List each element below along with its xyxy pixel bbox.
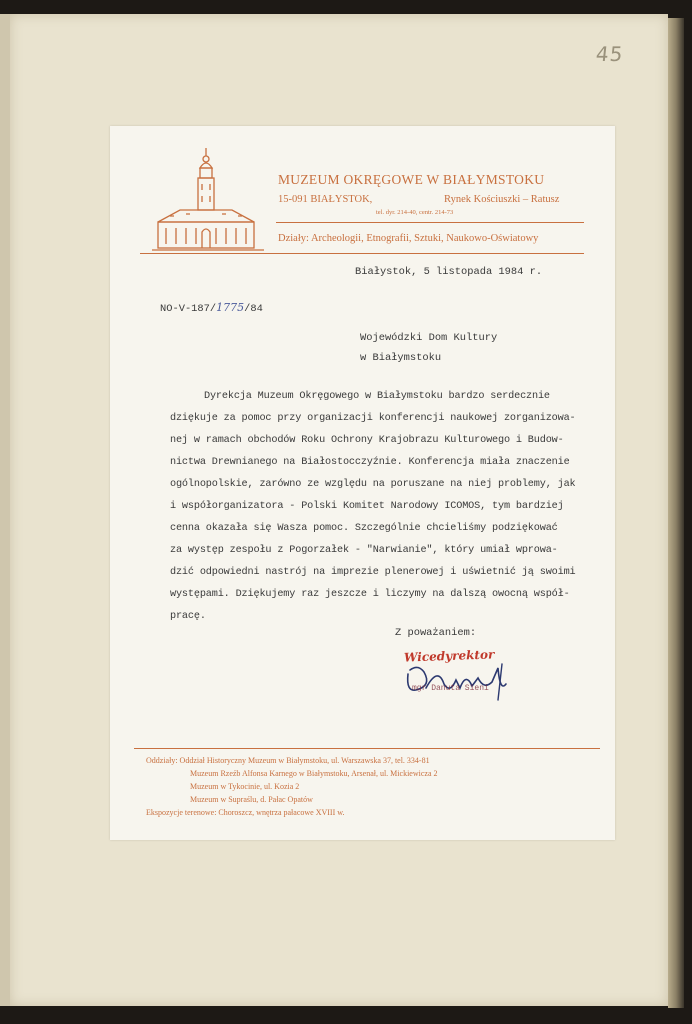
body-line: nej w ramach obchodów Roku Ochrony Krajobrazu Kulturowego i Budow- bbox=[170, 435, 564, 446]
recipient-line: Wojewódzki Dom Kultury bbox=[360, 332, 498, 344]
letter-date: Białystok, 5 listopada 1984 r. bbox=[355, 266, 543, 278]
letterhead-address: Rynek Kościuszki – Ratusz bbox=[444, 194, 560, 205]
stamp-title: Wicedyrektor bbox=[403, 647, 495, 665]
body-line: ogólnopolskie, zarówno ze względu na poruszane na niej problemy, jak bbox=[170, 479, 576, 490]
footer-line: Muzeum w Supraślu, d. Pałac Opatów bbox=[190, 795, 313, 804]
body-line: Dyrekcja Muzeum Okręgowego w Białymstoku bardzo serdecznie bbox=[204, 391, 550, 402]
closing-salutation: Z poważaniem: bbox=[395, 627, 477, 639]
handwritten-signature-icon bbox=[402, 644, 552, 704]
town-hall-logo-icon bbox=[150, 146, 266, 254]
body-line: za występ zespołu z Pogorzałek - "Narwianie", który umiał wprowa- bbox=[170, 545, 558, 556]
footer-rule bbox=[134, 748, 600, 749]
body-line: dzić odpowiedni nastrój na imprezie plenerowej i uświetnić ją swoimi bbox=[170, 567, 576, 578]
footer-line: Muzeum w Tykocinie, ul. Kozia 2 bbox=[190, 782, 300, 791]
body-line: i współorganizatora - Polski Komitet Narodowy ICOMOS, tym bardziej bbox=[170, 501, 564, 512]
reference-number bbox=[160, 301, 263, 315]
reference-prefix: NO-V-187/ bbox=[160, 303, 217, 315]
body-line: nictwa Drewnianego na Białostocczyźnie. Konferencja miała znaczenie bbox=[170, 457, 570, 468]
reference-handwritten: 1775 bbox=[216, 301, 245, 314]
letterhead-divider bbox=[276, 222, 584, 223]
body-line: cenna okazała się Wasza pomoc. Szczególnie chcieliśmy podziękować bbox=[170, 523, 558, 534]
letterhead-title: MUZEUM OKRĘGOWE W BIAŁYMSTOKU bbox=[278, 172, 545, 187]
album-binding-edge bbox=[0, 14, 10, 1006]
letterhead-departments: Działy: Archeologii, Etnografii, Sztuki, Naukowo-Oświatowy bbox=[278, 233, 539, 244]
body-line: pracę. bbox=[170, 611, 206, 622]
body-line: występami. Dziękujemy raz jeszcze i liczymy na dalszą owocną współ- bbox=[170, 589, 570, 600]
letterhead-city: 15-091 BIAŁYSTOK, bbox=[278, 194, 373, 205]
letter-sheet bbox=[110, 126, 615, 840]
reference-suffix: /84 bbox=[244, 303, 263, 315]
recipient-line: w Białymstoku bbox=[360, 352, 442, 364]
footer-line: Muzeum Rzeźb Alfonsa Karnego w Białymstoku, Arsenał, ul. Mickiewicza 2 bbox=[190, 769, 438, 778]
stamp-name: mgr Danuta Sieni bbox=[412, 684, 489, 693]
footer-line: Oddziały: Oddział Historyczny Muzeum w Białymstoku, ul. Warszawska 37, tel. 334-81 bbox=[146, 756, 430, 765]
footer-line: Ekspozycje terenowe: Choroszcz, wnętrza pałacowe XVIII w. bbox=[146, 808, 345, 817]
page-right-edge bbox=[668, 18, 684, 1008]
body-line: dziękuje za pomoc przy organizacji konferencji naukowej zorganizowa- bbox=[170, 413, 576, 424]
letterhead-phone: tel. dyr. 214-40, centr. 214-73 bbox=[376, 209, 454, 216]
letterhead-rule bbox=[140, 253, 584, 254]
folio-number: 45 bbox=[594, 42, 625, 66]
